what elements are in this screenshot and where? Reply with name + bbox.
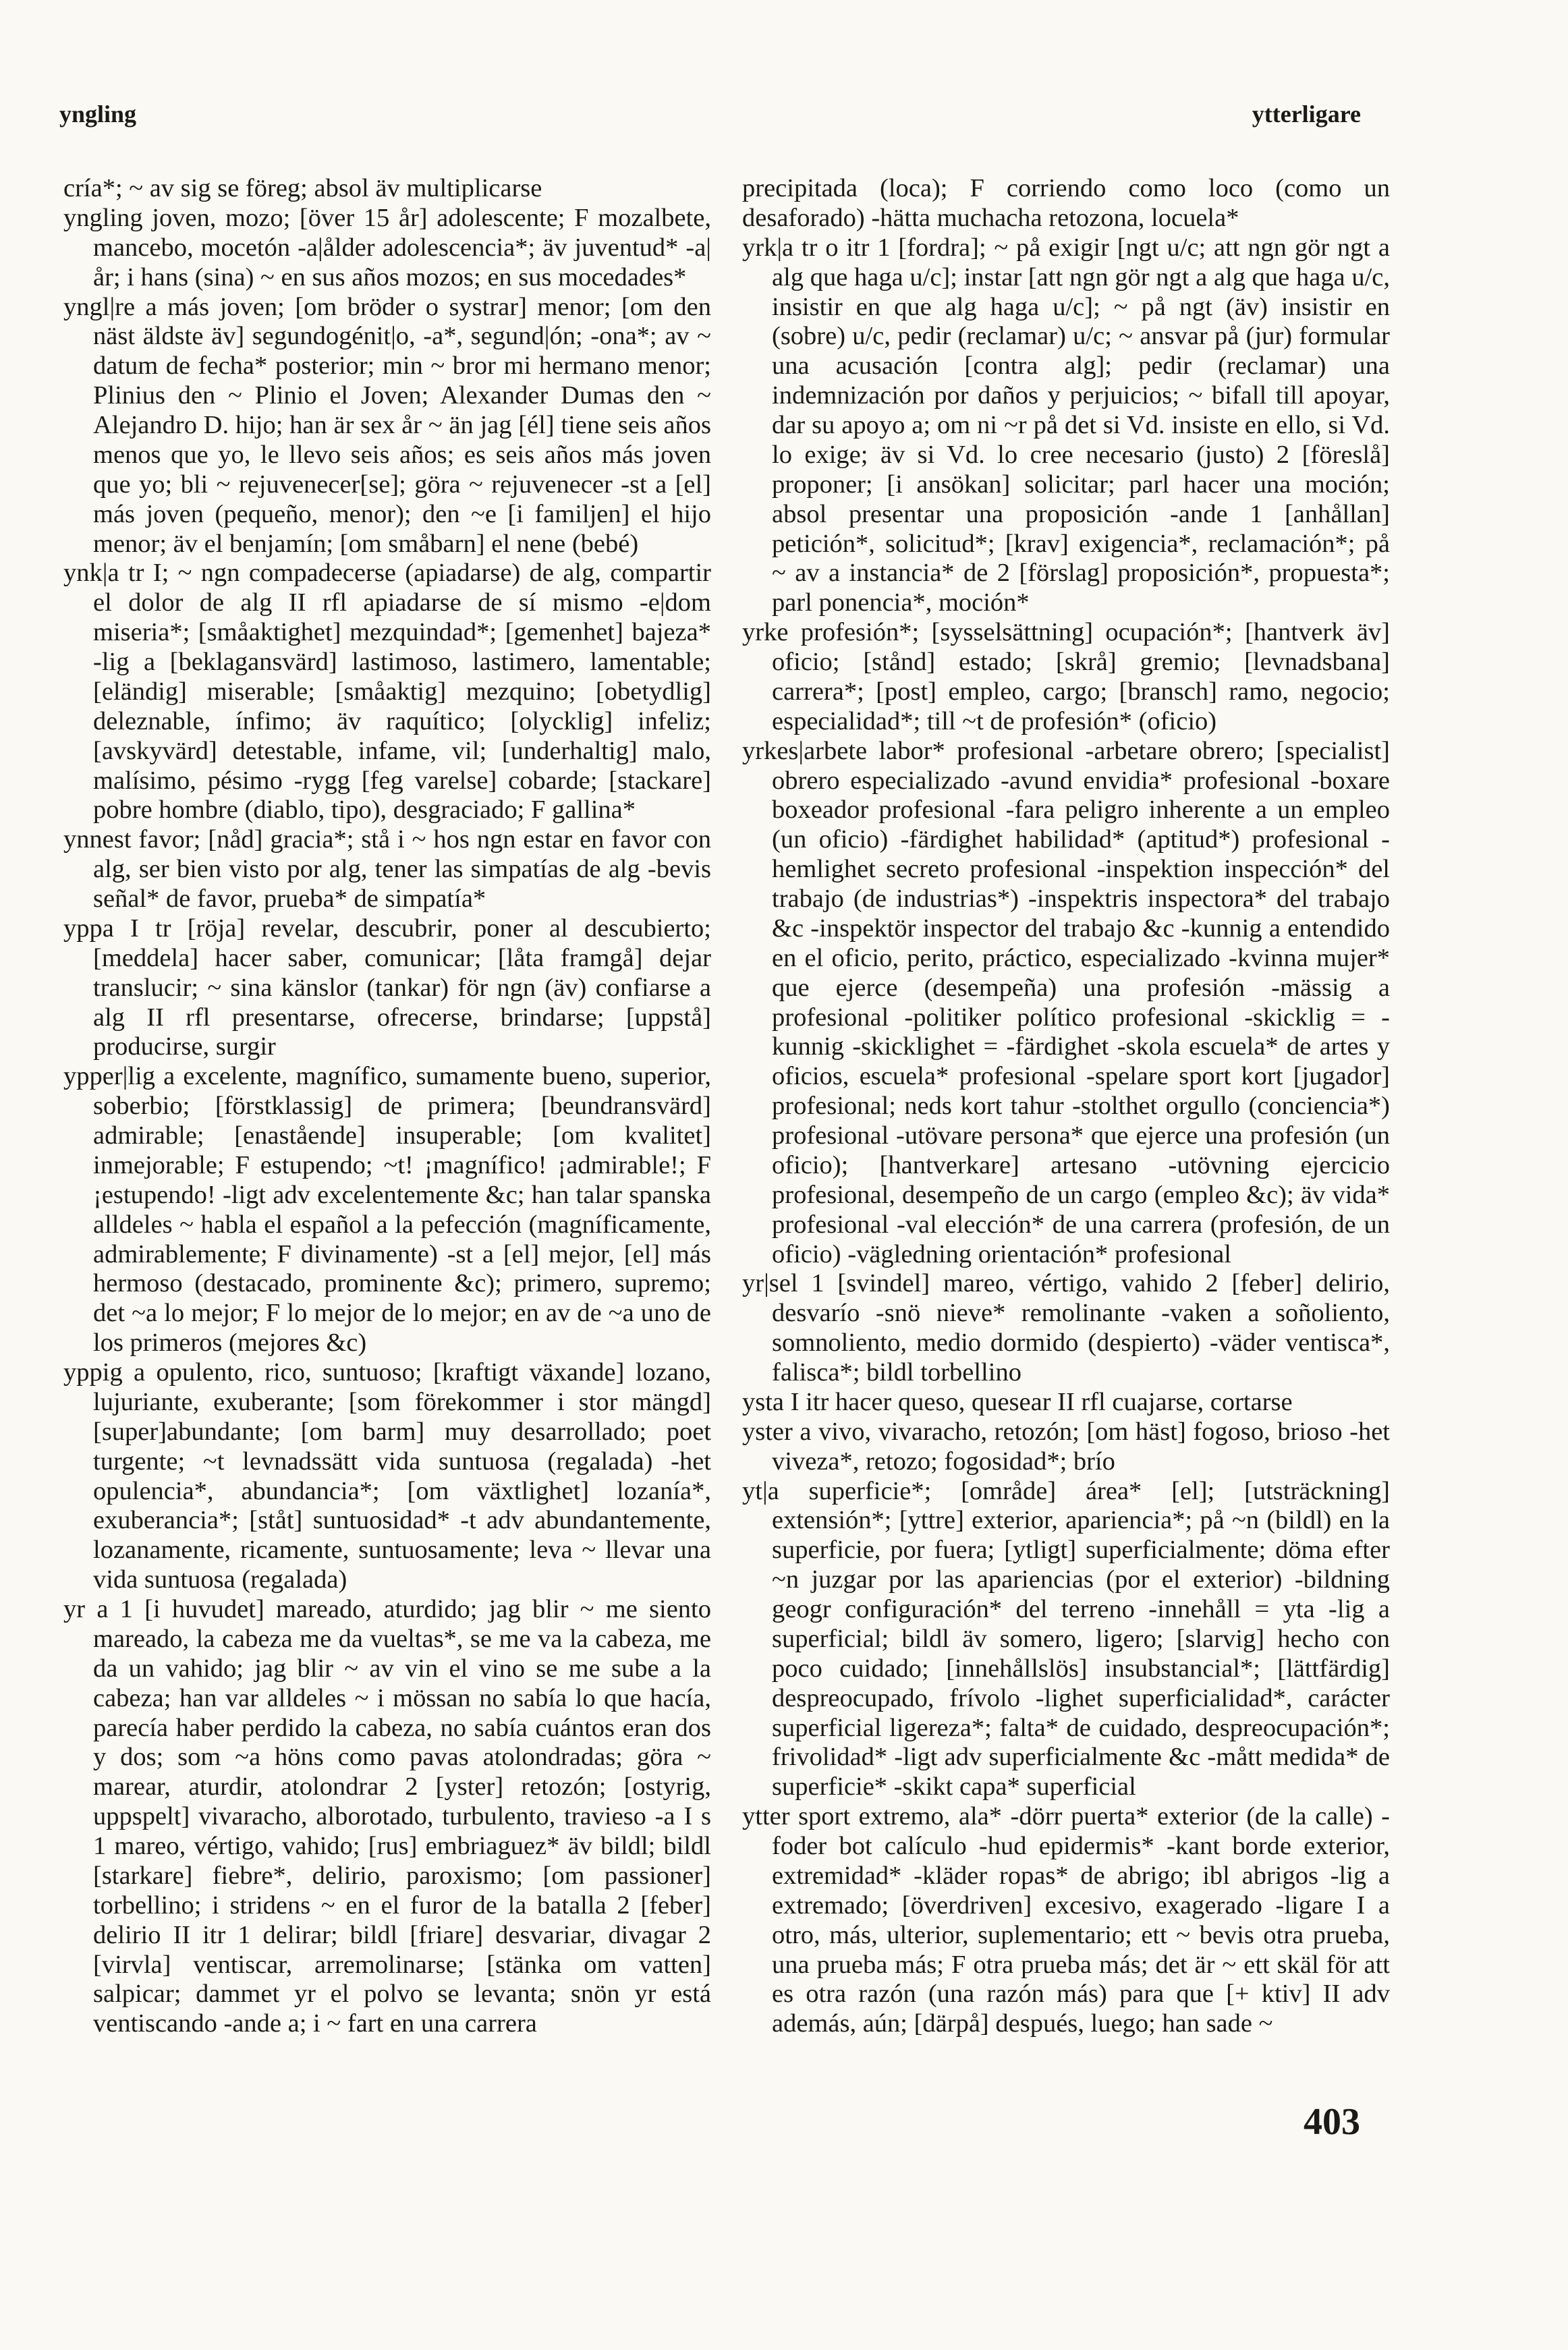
right-column — [742, 174, 1390, 2039]
dictionary-entry: precipitada (loca); F corriendo como loco (como un desaforado) -hätta muchacha retozona, locuela* — [742, 174, 1390, 232]
dictionary-entry: ytter sport extremo, ala* -dörr puerta* exterior (de la calle) -foder bot calículo -hud epidermis* -kant borde exterior, extremidad* -kläder ropas* de abrigo; ibl abrigos -lig a extremado; [överdriven] excesivo, exagerado -ligare I a otro, más, ulterior, suplementario; ett ~ bevis otra prueba, una prueba más; F otra prueba más; det är ~ ett skäl för att es otra razón (una razón más) para que [+ ktiv] II adv además, aún; [därpå] después, luego; han sade ~ — [742, 1802, 1390, 2038]
left-column — [63, 174, 711, 2039]
dictionary-entry: yppa I tr [röja] revelar, descubrir, poner al descubierto; [meddela] hacer saber, comunicar; [låta framgå] dejar translucir; ~ sina känslor (tankar) för ngn (äv) confiarse a alg II rfl presentarse, ofrecerse, brindarse; [uppstå] producirse, surgir — [63, 914, 711, 1061]
dictionary-entry: yster a vivo, vivaracho, retozón; [om häst] fogoso, brioso -het viveza*, retozo; fogosidad*; brío — [742, 1417, 1390, 1476]
dictionary-entry: yrke profesión*; [sysselsättning] ocupación*; [hantverk äv] oficio; [stånd] estado; [skrå] gremio; [levnadsbana] carrera*; [post] empleo, cargo; [bransch] ramo, negocio; especialidad*; till ~t de profesión* (oficio) — [742, 618, 1390, 735]
running-head-left: yngling — [59, 101, 137, 128]
running-head-right: ytterligare — [1252, 101, 1361, 128]
dictionary-entry: yngling joven, mozo; [över 15 år] adolescente; F mozalbete, mancebo, mocetón -a|ålder adolescencia*; äv juventud* -a|år; i hans (sina) ~ en sus años mozos; en sus mocedades* — [63, 203, 711, 291]
dictionary-entry: yt|a superficie*; [område] área* [el]; [utsträckning] extensión*; [yttre] exterior, apariencia*; på ~n (bildl) en la superficie, por fuera; [ytligt] superficialmente; döma efter ~n juzgar por las apariencias (por el exterior) -bildning geogr configuración* del terreno -innehåll = yta -lig a superficial; bildl äv somero, ligero; [slarvig] hecho con poco cuidado; [innehållslös] insubstancial*; [lättfärdig] despreocupado, frívolo -lighet superficialidad*, carácter superficial ligereza*; falta* de cuidado, despreocupación*; frivolidad* -ligt adv superficialmente &c -mått medida* de superficie* -skikt capa* superficial — [742, 1476, 1390, 1801]
dictionary-entry: yppig a opulento, rico, suntuoso; [kraftigt växande] lozano, lujuriante, exuberante; [som förekommer i stor mängd] [super]abundante; [om barm] muy desarrollado; poet turgente; ~t levnadssätt vida suntuosa (regalada) -het opulencia*, abundancia*; [om växtlighet] lozanía*, exuberancia*; [ståt] suntuosidad* -t adv abundantemente, lozanamente, ricamente, suntuosamente; leva ~ llevar una vida suntuosa (regalada) — [63, 1358, 711, 1594]
dictionary-entry: ynk|a tr I; ~ ngn compadecerse (apiadarse) de alg, compartir el dolor de alg II rfl apiadarse de sí mismo -e|dom miseria*; [småaktighet] mezquindad*; [gemenhet] bajeza* -lig a [beklagansvärd] lastimoso, lastimero, lamentable; [eländig] miserable; [småaktig] mezquino; [obetydlig] deleznable, ínfimo; äv raquítico; [olycklig] infeliz; [avskyvärd] detestable, infame, vil; [underhaltig] malo, malísimo, pésimo -rygg [feg varelse] cobarde; [stackare] pobre hombre (diablo, tipo), desgraciado; F gallina* — [63, 559, 711, 824]
dictionary-entry: ynnest favor; [nåd] gracia*; stå i ~ hos ngn estar en favor con alg, ser bien visto por alg, tener las simpatías de alg -bevis señal* de favor, prueba* de simpatía* — [63, 825, 711, 913]
dictionary-entry: yngl|re a más joven; [om bröder o systrar] menor; [om den näst äldste äv] segundogénit|o, -a*, segund|ón; -ona*; av ~ datum de fecha* posterior; min ~ bror mi hermano menor; Plinius den ~ Plinio el Joven; Alexander Dumas den ~ Alejandro D. hijo; han är sex år ~ än jag [él] tiene seis años menos que yo, le llevo seis años; es seis años más joven que yo; bli ~ rejuvenecer[se]; göra ~ rejuvenecer -st a [el] más joven (pequeño, menor); den ~e [i familjen] el hijo menor; äv el benjamín; [om småbarn] el nene (bebé) — [63, 292, 711, 558]
page-number: 403 — [1304, 2101, 1360, 2143]
dictionary-entry: ysta I itr hacer queso, quesear II rfl cuajarse, cortarse — [742, 1387, 1293, 1416]
dictionary-entry: cría*; ~ av sig se föreg; absol äv multiplicarse — [63, 174, 542, 202]
dictionary-entry: yrkes|arbete labor* profesional -arbetare obrero; [specialist] obrero especializado -avund envidia* profesional -boxare boxeador profesional -fara peligro inherente a un empleo (un oficio) -färdighet habilidad* (aptitud*) profesional -hemlighet secreto profesional -inspektion inspección* del trabajo (de industrias*) -inspektris inspectora* del trabajo &c -inspektör inspector del trabajo &c -kunnig a entendido en el oficio, perito, práctico, especializado -kvinna mujer* que ejerce (desempeña) una profesión -mässig a profesional -politiker político profesional -skicklig = -kunnig -skicklighet = -färdighet -skola escuela* de artes y oficios, escuela* profesional -spelare sport kort [jugador] profesional; neds kort tahur -stolthet orgullo (conciencia*) profesional -utövare persona* que ejerce una profesión (un oficio); [hantverkare] artesano -utövning ejercicio profesional, desempeño de un cargo (empleo &c); äv vida* profesional -val elección* de una carrera (profesión, de un oficio) -vägledning orientación* profesional — [742, 736, 1390, 1268]
dictionary-entry: yr|sel 1 [svindel] mareo, vértigo, vahido 2 [feber] delirio, desvarío -snö nieve* remolinante -vaken a soñoliento, somnoliento, medio dormido (despierto) -väder ventisca*, falisca*; bildl torbellino — [742, 1269, 1390, 1387]
dictionary-entry: yrk|a tr o itr 1 [fordra]; ~ på exigir [ngt u/c; att ngn gör ngt a alg que haga u/c]; instar [att ngn gör ngt a alg que haga u/c, insistir en que alg haga u/c]; ~ på ngt (äv) insistir en (sobre) u/c, pedir (reclamar) u/c; ~ ansvar på (jur) formular una acusación [contra alg]; pedir (reclamar) una indemnización por daños y perjuicios; ~ bifall till apoyar, dar su apoyo a; om ni ~r på det si Vd. insiste en ello, si Vd. lo exige; äv si Vd. lo cree necesario (justo) 2 [föreslå] proponer; [i ansökan] solicitar; parl hacer una moción; absol presentar una proposición -ande 1 [anhållan] petición*, solicitud*; [krav] exigencia*, reclamación*; på ~ av a instancia* de 2 [förslag] proposición*, propuesta*; parl ponencia*, moción* — [742, 233, 1390, 617]
dictionary-entry: yr a 1 [i huvudet] mareado, aturdido; jag blir ~ me siento mareado, la cabeza me da vueltas*, se me va la cabeza, me da un vahido; jag blir ~ av vin el vino se me sube a la cabeza; han var alldeles ~ i mössan no sabía lo que hacía, parecía haber perdido la cabeza, no sabía cuántos eran dos y dos; som ~a höns como pavas atolondradas; göra ~ marear, aturdir, atolondrar 2 [yster] retozón; [ostyrig, uppspelt] vivaracho, alborotado, turbulento, travieso -a I s 1 mareo, vértigo, vahido; [rus] embriaguez* äv bildl; bildl [starkare] fiebre*, delirio, paroxismo; [om passioner] torbellino; i stridens ~ en el furor de la batalla 2 [feber] delirio II itr 1 delirar; bildl [friare] desvariar, divagar 2 [virvla] ventiscar, arremolinarse; [stänka om vatten] salpicar; dammet yr el polvo se levanta; snön yr está ventiscando -ande a; i ~ fart en una carrera — [63, 1595, 711, 2038]
dictionary-entry: ypper|lig a excelente, magnífico, sumamente bueno, superior, soberbio; [förstklassig] de primera; [beundransvärd] admirable; [enastående] insuperable; [om kvalitet] inmejorable; F estupendo; ~t! ¡magnífico! ¡admirable!; F ¡estupendo! -ligt adv excelentemente &c; han talar spanska alldeles ~ habla el español a la pefección (magníficamente, admirablemente; F divinamente) -st a [el] mejor, [el] más hermoso (destacado, prominente &c); primero, supremo; det ~a lo mejor; F lo mejor de lo mejor; en av de ~a uno de los primeros (mejores &c) — [63, 1062, 711, 1358]
